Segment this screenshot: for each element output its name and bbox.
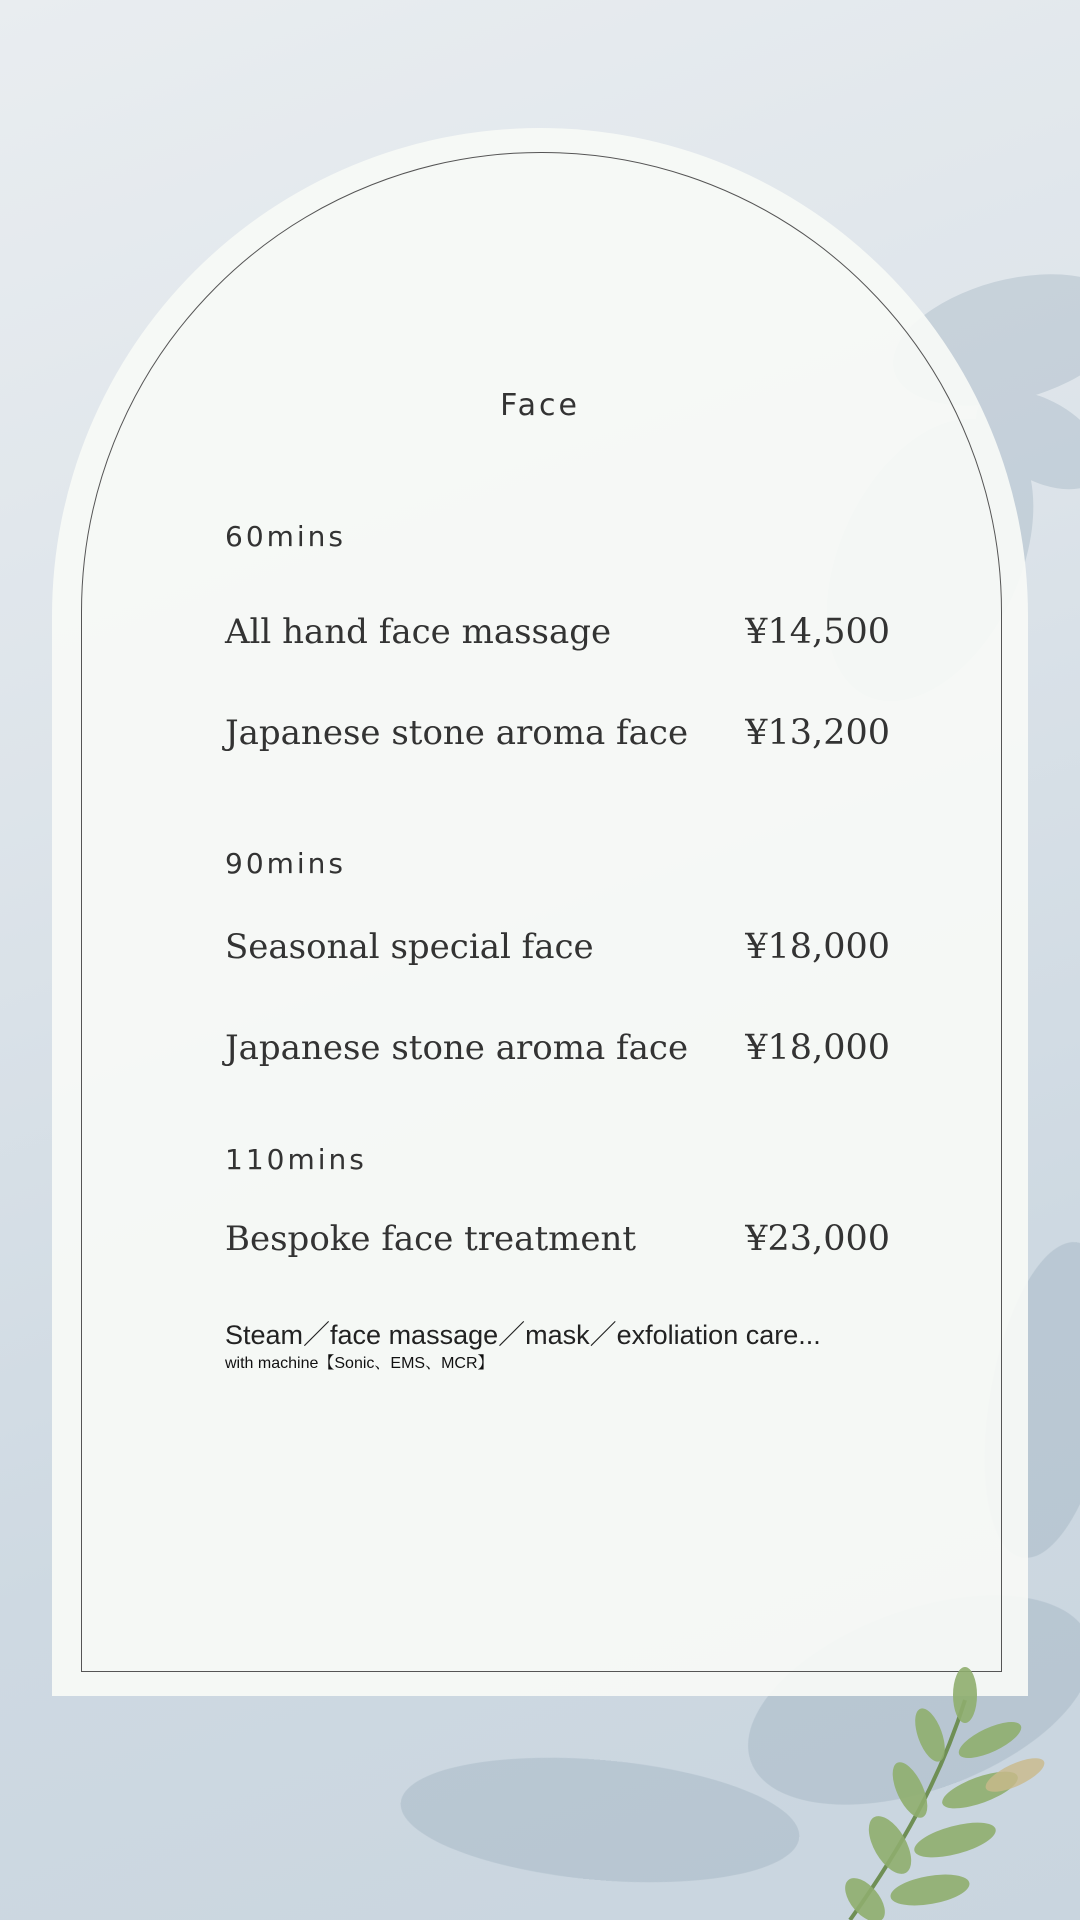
menu-title: Face — [500, 388, 580, 423]
section-duration-60: 60mins — [225, 520, 347, 553]
menu-item-row — [225, 1219, 890, 1269]
menu-item-row — [225, 1028, 890, 1078]
leaf-branch-icon — [790, 1660, 1080, 1920]
menu-item-price: ¥23,000 — [745, 1219, 890, 1259]
menu-item-row — [225, 713, 890, 763]
menu-item-name: Seasonal special face — [225, 927, 594, 967]
menu-item-row — [225, 612, 890, 662]
section-duration-110: 110mins — [225, 1143, 367, 1176]
machine-note: with machine【Sonic、EMS、MCR】 — [225, 1355, 494, 1372]
menu-item-price: ¥18,000 — [745, 1028, 890, 1068]
menu-item-price: ¥18,000 — [745, 927, 890, 967]
menu-item-row — [225, 927, 890, 977]
section-duration-90: 90mins — [225, 847, 347, 880]
menu-item-name: Japanese stone aroma face — [225, 1028, 689, 1068]
treatment-detail: Steam／face massage／mask／exfoliation care... — [225, 1320, 821, 1350]
menu-item-price: ¥14,500 — [745, 612, 890, 652]
menu-item-name: All hand face massage — [225, 612, 612, 652]
arch-border — [81, 152, 1002, 1672]
menu-item-name: Japanese stone aroma face — [225, 713, 689, 753]
menu-item-name: Bespoke face treatment — [225, 1219, 637, 1259]
menu-item-price: ¥13,200 — [745, 713, 890, 753]
